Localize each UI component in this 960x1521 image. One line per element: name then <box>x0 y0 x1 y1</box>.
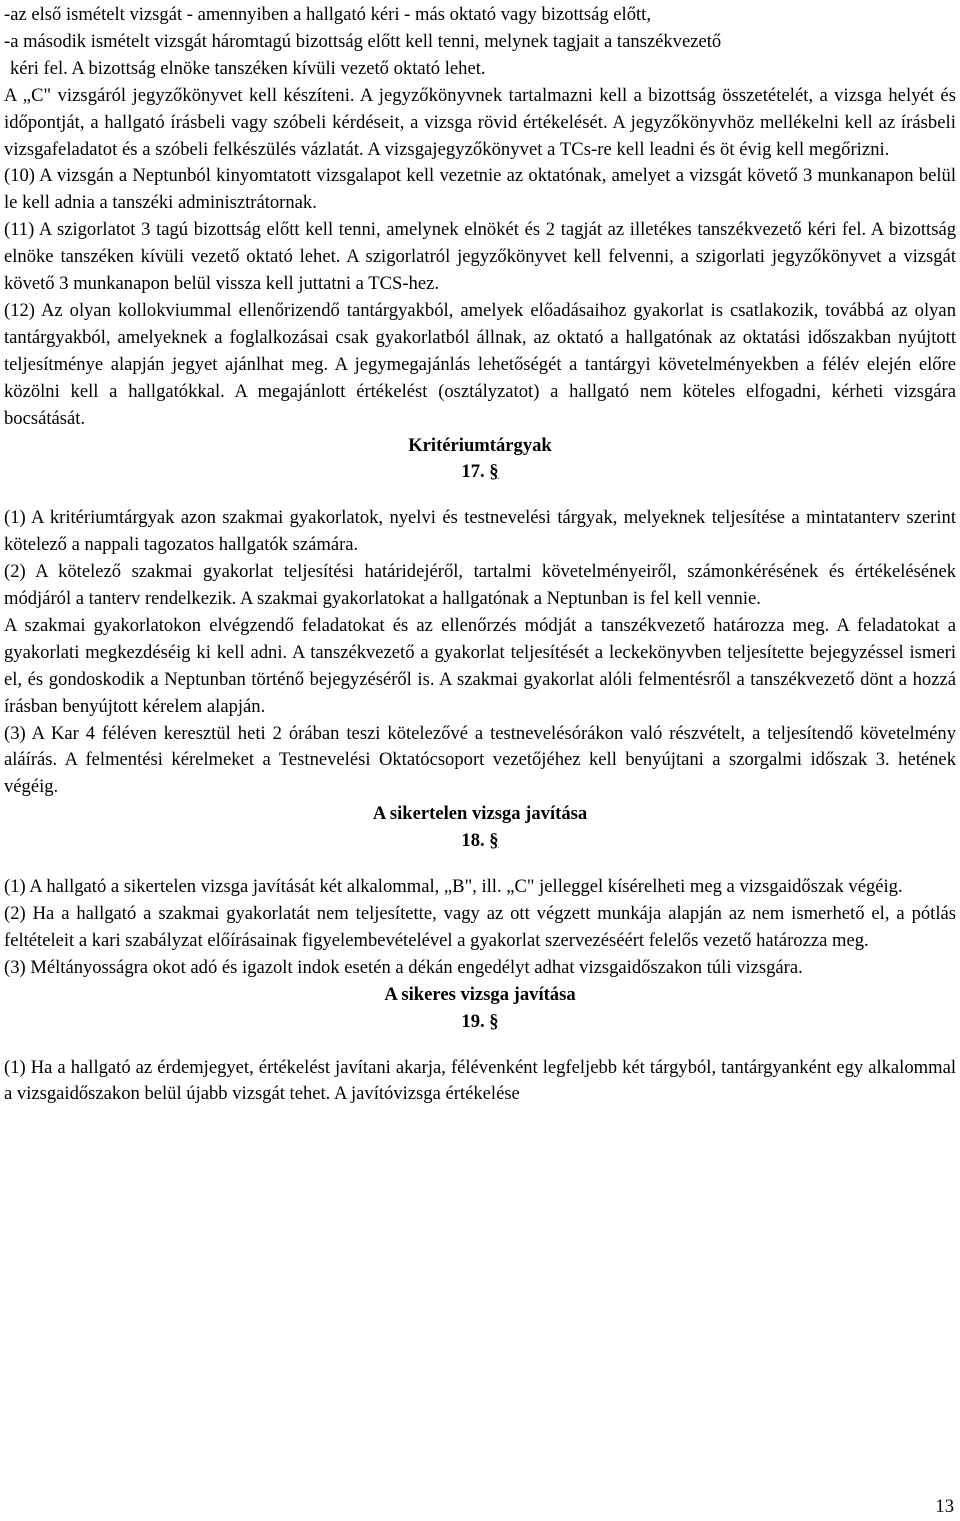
spacer <box>4 855 956 874</box>
section-17-title: Kritériumtárgyak <box>408 434 552 456</box>
section-19-paragraph-1: (1) Ha a hallgató az érdemjegyet, értékelést javítani akarja, félévenként legfeljebb két tárgyból, tantárgyanként egy alkalommal a vizsgaidőszakon belül újabb vizsgát tehet. A javítóvizsga értékelése <box>4 1056 956 1105</box>
section-sign: § <box>489 1010 499 1032</box>
section-18-paragraph-2: (2) Ha a hallgató a szakmai gyakorlatát nem teljesítette, vagy az ott végzett munkája alapján az nem ismerhető el, a pótlás feltételeit a kari szabályzat előírásainak figyelembevételével a gyakorlat szervezéséért felelős vezető határozza meg. <box>4 903 956 951</box>
section-18-number <box>4 828 956 855</box>
section-18-paragraph-3: (3) Méltányosságra okot adó és igazolt indok esetén a dékán engedélyt adhat vizsgaidőszakon túli vizsgára. <box>4 956 803 978</box>
section-18-num-text: 18. <box>461 830 485 852</box>
intro-line-cont: kéri fel. A bizottság elnöke tanszéken kívüli vezető oktató lehet. <box>10 57 486 79</box>
section-17-paragraph-2: (2) A kötelező szakmai gyakorlat teljesítési határidejéről, tartalmi követelményeiről, számonkérésének és értékelésének módjáról a tanterv rendelkezik. A szakmai gyakorlatokat a hallgatónak a Neptunban is fel kell vennie. <box>4 561 956 610</box>
spacer <box>4 486 956 505</box>
section-sign: § <box>489 830 499 852</box>
paragraph-10: (10) A vizsgán a Neptunból kinyomtatott vizsgalapot kell vezetnie az oktatónak, amelyet a vizsgát követő 3 munkanapon belül le kell adnia a tanszéki adminisztrátornak. <box>4 165 956 214</box>
paragraph-c-exam-minutes: A „C" vizsgáról jegyzőkönyvet kell készíteni. A jegyzőkönyvnek tartalmazni kell a bizottság összetételét, a vizsga helyét és időpontját, a hallgató írásbeli vagy szóbeli kérdéseit, a vizsga rövid értékelését. A jegyzőkönyvhöz mellékelni kell az írásbeli vizsgafeladatot és a szóbeli felkészülés vázlatát. A vizsgajegyzőkönyvet a TCs-re kell leadni és öt évig kell megőrizni. <box>4 84 956 160</box>
paragraph-11: (11) A szigorlatot 3 tagú bizottság előtt kell tenni, amelynek elnökét és 2 tagját az illetékes tanszékvezető kéri fel. A bizottság elnöke tanszéken kívüli vezető oktató lehet. A szigorlatról jegyzőkönyvet kell felvenni, a szigorlati jegyzőkönyvet a vizsgát követő 3 munkanapon belül vissza kell juttatni a TCS-hez. <box>4 219 956 295</box>
page-number: 13 <box>935 1496 954 1517</box>
section-19-title: A sikeres vizsga javítása <box>384 983 576 1005</box>
intro-line-1: -az első ismételt vizsgát - amennyiben a hallgató kéri - más oktató vagy bizottság előtt, <box>4 4 651 25</box>
section-17-paragraph-3: A szakmai gyakorlatokon elvégzendő feladatokat és az ellenőrzés módját a tanszékvezető határozza meg. A feladatokat a gyakorlati megkezdéséig ki kell adni. A tanszékvezető a gyakorlat teljesítését a leckekönyvben teljesítette bejegyzéssel ismeri el, és gondoskodik a Neptunban történő bejegyzéséről is. A szakmai gyakorlat alóli felmentésről a tanszékvezető dönt a hozzá írásban benyújtott kérelem alapján. <box>4 614 956 717</box>
section-17-paragraph-4: (3) A Kar 4 féléven keresztül heti 2 órában teszi kötelezővé a testnevelésórákon való részvételt, a teljesítendő követelmény aláírás. A felmentési kérelmeket a Testnevelési Oktatócsoport vezetőjéhez kell benyújtani a szorgalmi időszak 3. hetének végéig. <box>4 722 956 798</box>
paragraph-12: (12) Az olyan kollokviummal ellenőrizendő tantárgyakból, amelyek előadásaihoz gyakorlat is csatlakozik, továbbá az olyan tantárgyakból, amelyeknek a foglalkozásai csak gyakorlatból állnak, az oktató a hallgatónak az oktatási időszakban nyújtott teljesítménye alapján jegyet ajánlhat meg. A jegymegajánlás lehetőségét a tantárgyi követelményekben a félév elején előre közölni kell a hallgatókkal. A megajánlott értékelést (osztályzatot) a hallgató nem köteles elfogadni, kérheti vizsgára bocsátását. <box>4 299 956 429</box>
section-17-num-text: 17. <box>461 461 485 483</box>
section-19-number <box>4 1009 956 1036</box>
section-17-number <box>4 459 956 486</box>
section-18-title: A sikertelen vizsga javítása <box>372 803 588 825</box>
spacer <box>4 1036 956 1055</box>
document-page <box>4 2 956 1108</box>
section-19-num-text: 19. <box>461 1010 485 1032</box>
section-sign: § <box>489 461 499 483</box>
section-18-paragraph-1: (1) A hallgató a sikertelen vizsga javítását két alkalommal, „B", ill. „C" jelleggel kísérelheti meg a vizsgaidőszak végéig. <box>4 876 903 898</box>
intro-line-2: -a második ismételt vizsgát háromtagú bizottság előtt kell tenni, melynek tagjait a tanszékvezető <box>4 30 722 52</box>
section-17-paragraph-1: (1) A kritériumtárgyak azon szakmai gyakorlatok, nyelvi és testnevelési tárgyak, melyeknek teljesítése a mintatanterv szerint kötelező a nappali tagozatos hallgatók számára. <box>4 507 956 556</box>
